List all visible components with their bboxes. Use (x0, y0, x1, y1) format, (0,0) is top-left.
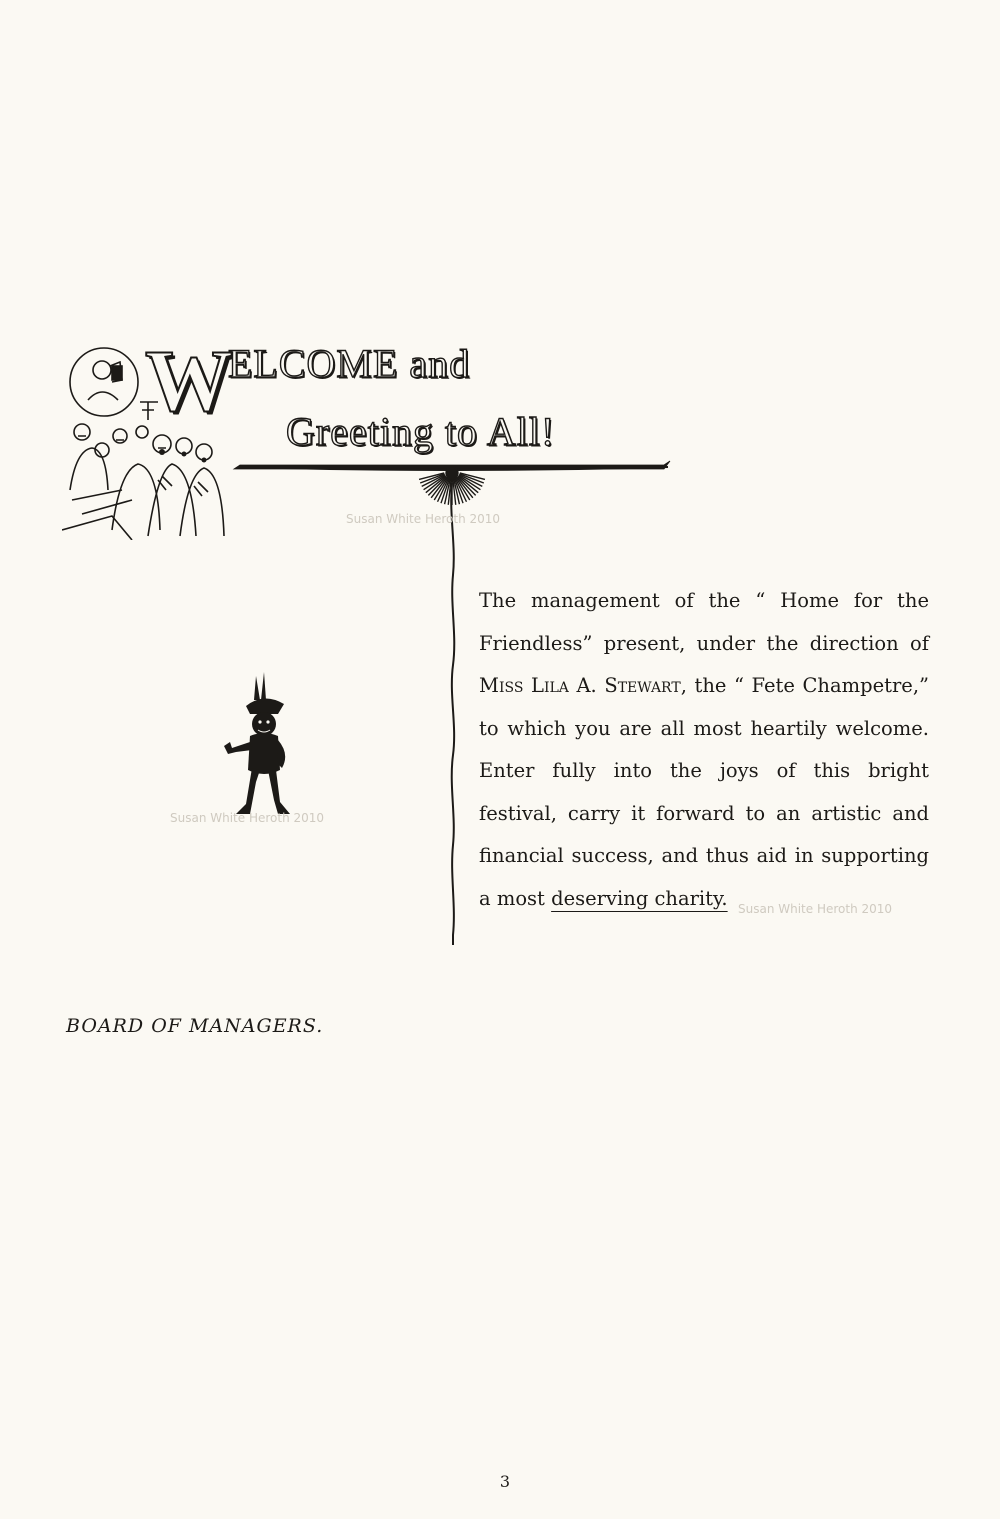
underlined-phrase: deserving charity. (551, 886, 728, 910)
page-number: 3 (499, 1472, 511, 1491)
heading-drop-letter: W (145, 333, 233, 430)
heading-line-1: ELCOME and (228, 341, 471, 386)
watermark: Susan White Heroth 2010 (738, 902, 893, 916)
director-name: Miss Lila A. Stewart (479, 674, 681, 697)
watermark: Susan White Heroth 2010 (346, 512, 501, 526)
signature: BOARD OF MANAGERS. (66, 1015, 324, 1037)
body-text-part-1: The management of the “ Home for the Friendless” present, under the direction of (479, 589, 929, 655)
watermark: Susan White Heroth 2010 (170, 811, 325, 825)
body-paragraph (479, 580, 929, 920)
elf-silhouette-icon (216, 670, 306, 820)
heading-line-2: Greeting to All! (286, 409, 556, 454)
body-text-part-2: , the “ Fete Champetre,” to which you are all most heartily welcome. Enter fully into the joys of this bright festival, carry it forward to an artistic and financial success, and thus aid in supporting a most (479, 674, 929, 910)
